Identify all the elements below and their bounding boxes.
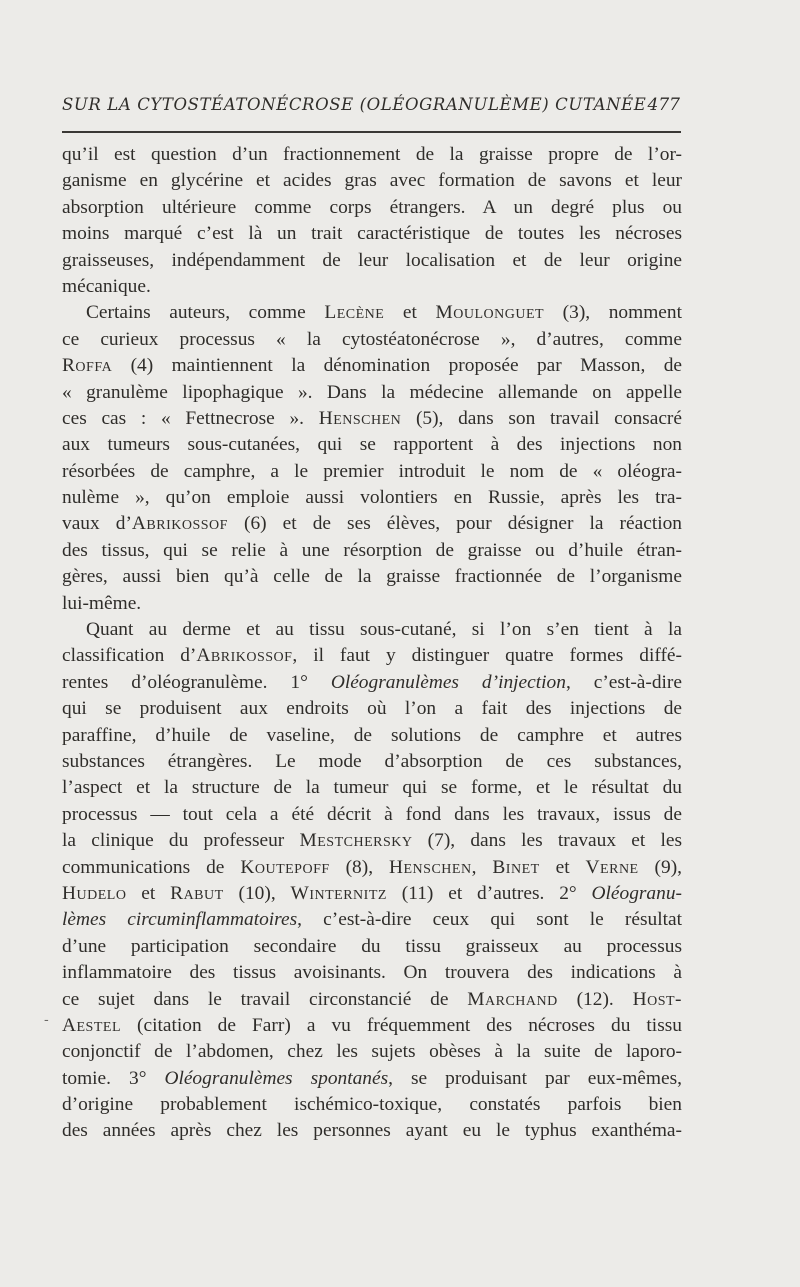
text-line: absorption ultérieure comme corps étrangers. A un degré plus ou [62,196,682,218]
author-name: Moulonguet [435,302,545,324]
italic-term: Oléogranulèmes d’injection [330,671,566,693]
author-name: Rabut [170,882,224,904]
text-line: communications de Koutepoff (8), Henschen, Binet et Verne (9), [62,856,683,878]
text-line: lèmes circuminflammatoires, c’est-à-dire ceux qui sont le résultat [62,909,682,931]
text-line: d’une participation secondaire du tissu graisseux au processus [62,935,682,957]
text-line: ganisme en glycérine et acides gras avec formation de savons et leur [62,170,682,192]
header-rule [62,131,681,133]
author-name: Abrikossof [131,513,228,535]
text-line: inflammatoire des tissus avoisinants. On trouvera des indications à [62,962,682,984]
text-line: Certains auteurs, comme Lecène et Moulonguet (3), nomment [86,302,682,324]
text-line: résorbées de camphre, a le premier introduit le nom de « oléogra- [62,460,682,482]
text-line: moins marqué c’est là un trait caractéristique de toutes les nécroses [62,223,682,245]
text-line: qui se produisent aux endroits où l’on a fait des injections de [62,698,682,720]
author-name: Henschen [389,856,472,878]
italic-term: Oléogranu- [591,882,682,904]
text-line: qu’il est question d’un fractionnement de la graisse propre de l’or- [62,144,682,165]
text-line: lui-même. [62,592,142,614]
text-line: mécanique. [62,275,151,297]
text-line: aux tumeurs sous-cutanées, qui se rapportent à des injections non [62,434,682,456]
text-line: des années après chez les personnes ayant eu le typhus exanthéma- [62,1120,682,1142]
text-line: conjonctif de l’abdomen, chez les sujets obèses à la suite de laporo- [62,1041,682,1063]
body-text [62,142,682,1145]
text-line: des tissus, qui se relie à une résorption de graisse ou d’huile étran- [62,539,682,561]
italic-term: Oléogranulèmes spontanés [164,1067,389,1089]
author-name: Hudelo [62,882,127,904]
author-name: Abrikossof [196,645,293,667]
author-name: Host- [632,988,682,1010]
text-line: vaux d’Abrikossof (6) et de ses élèves, pour désigner la réaction [62,513,682,535]
text-line: nulème », qu’on emploie aussi volontiers en Russie, après les tra- [62,487,682,509]
text-line: graisseuses, indépendamment de leur localisation et de leur origine [62,249,682,271]
text-line: Aestel (citation de Farr) a vu fréquemment des nécroses du tissu [62,1014,682,1036]
text-line: ces cas : « Fettnecrose ». Henschen (5), dans son travail consacré [62,407,682,429]
author-name: Koutepoff [240,856,330,878]
text-line: d’origine probablement ischémico-toxique, constatés parfois bien [62,1094,682,1116]
text-line: classification d’Abrikossof, il faut y distinguer quatre formes diffé- [62,645,682,667]
author-name: Roffa [62,355,113,377]
italic-term: lèmes circuminflammatoires [62,909,298,931]
header-title: SUR LA CYTOSTÉATONÉCROSE (OLÉOGRANULÈME) CUTANÉE [62,95,647,114]
margin-mark: - [44,1012,49,1028]
text-line: paraffine, d’huile de vaseline, de solutions de camphre et autres [62,724,682,746]
text-line: processus — tout cela a été décrit à fond dans les travaux, issus de [62,803,682,825]
text-line: Hudelo et Rabut (10), Winternitz (11) et d’autres. 2° Oléogranu- [62,882,682,904]
author-name: Lecène [324,302,385,324]
author-name: Marchand [467,988,558,1010]
page-number: 477 [647,95,680,115]
running-header [62,95,682,123]
text-line: rentes d’oléogranulème. 1° Oléogranulèmes d’injection, c’est-à-dire [62,671,683,693]
text-line: « granulème lipophagique ». Dans la médecine allemande on appelle [62,381,682,403]
text-line: tomie. 3° Oléogranulèmes spontanés, se produisant par eux-mêmes, [62,1067,682,1089]
text-line: l’aspect et la structure de la tumeur qui se forme, et le résultat du [62,777,682,799]
author-name: Mestchersky [299,830,413,852]
author-name: Binet [492,856,540,878]
text-line: Quant au derme et au tissu sous-cutané, si l’on s’en tient à la [86,619,682,641]
author-name: Aestel [62,1014,121,1036]
text-line: ce curieux processus « la cytostéatonécrose », d’autres, comme [62,328,682,350]
text-line: la clinique du professeur Mestchersky (7), dans les travaux et les [62,830,682,852]
author-name: Winternitz [290,882,387,904]
author-name: Verne [585,856,639,878]
text-line: Roffa (4) maintiennent la dénomination proposée par Masson, de [62,355,682,377]
text-line: ce sujet dans le travail circonstancié de Marchand (12). Host- [62,988,682,1010]
text-line: gères, aussi bien qu’à celle de la graisse fractionnée de l’organisme [62,566,682,588]
text-line: substances étrangères. Le mode d’absorption de ces substances, [62,750,682,772]
author-name: Henschen [318,407,402,429]
